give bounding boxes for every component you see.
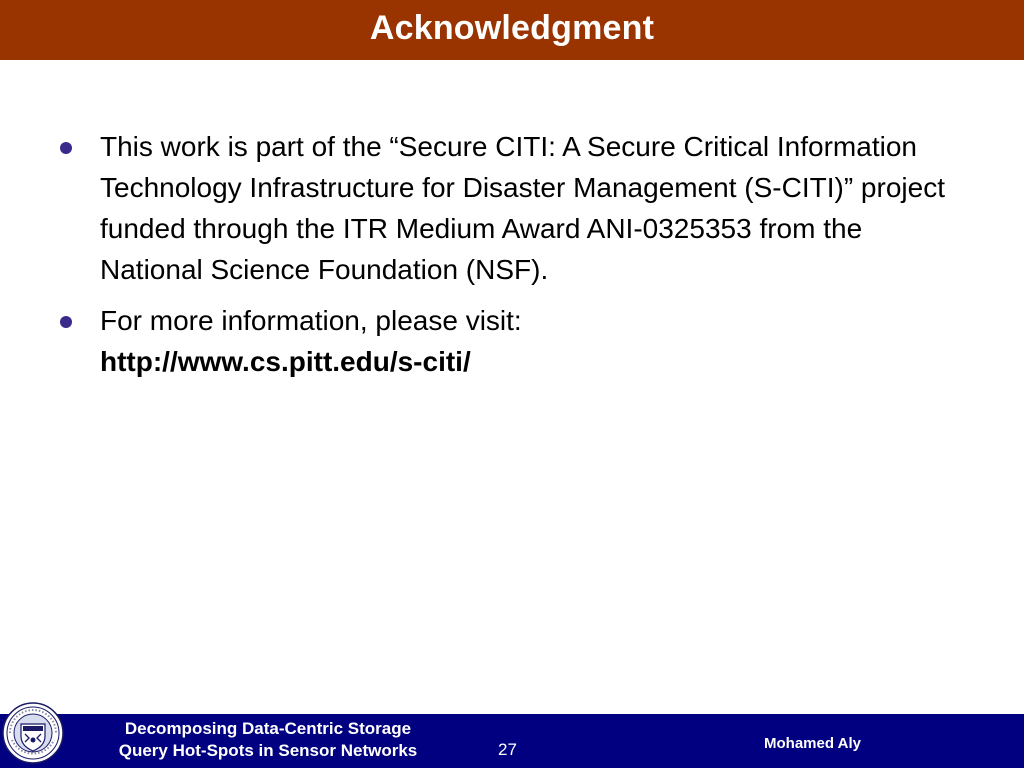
author-name: Mohamed Aly [764, 735, 861, 752]
bullet-text: For more information, please visit: [100, 305, 522, 336]
slide-title: Acknowledgment [369, 8, 655, 47]
bullet-text-block [100, 300, 950, 382]
bullet-icon [60, 316, 72, 328]
bullet-item [60, 126, 960, 290]
footer-title-line: Query Hot-Spots in Sensor Networks [118, 741, 418, 760]
project-link[interactable]: http://www.cs.pitt.edu/s-citi/ [100, 346, 471, 377]
title-bar [0, 0, 1024, 60]
bullet-text: This work is part of the “Secure CITI: A Secure Critical Information Technology Infrastructure for Disaster Management (S-CITI)” project funded through the ITR Medium Award ANI-0325353 from the National Science Foundation (NSF). [100, 131, 945, 285]
footer-presentation-title [88, 718, 448, 762]
university-seal-icon [2, 702, 64, 764]
bullet-item [60, 300, 960, 382]
footer-title-line: Decomposing Data-Centric Storage [124, 719, 412, 738]
bullet-icon [60, 142, 72, 154]
page-number: 27 [498, 740, 517, 759]
slide-content [60, 126, 960, 392]
